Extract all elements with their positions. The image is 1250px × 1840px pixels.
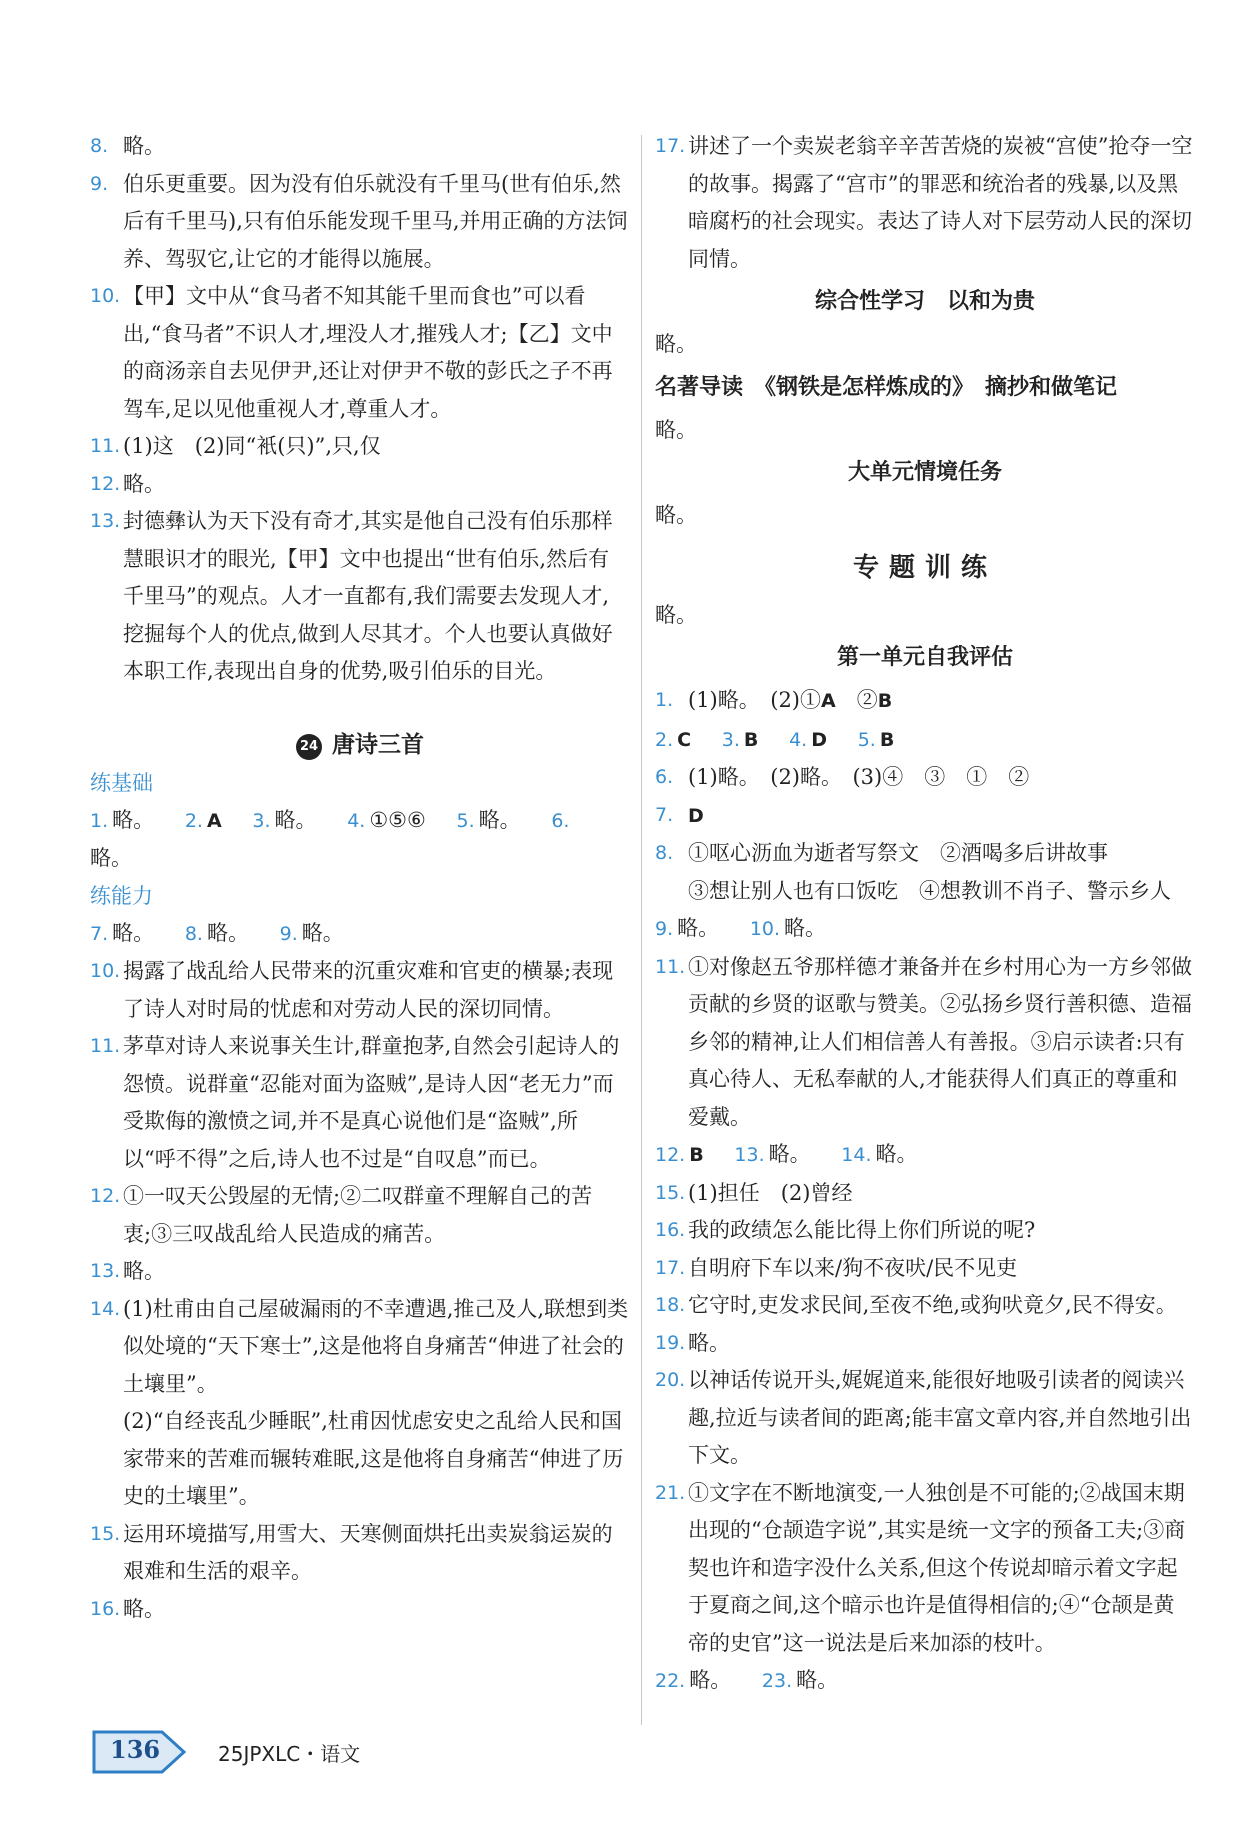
answer-item [90, 1253, 630, 1291]
answer-number: 9. [90, 172, 109, 195]
answer-number: 18. [655, 1294, 686, 1316]
answer-seg [185, 921, 249, 945]
answer-number: 20. [655, 1369, 686, 1391]
answer-number: 21. [655, 1481, 686, 1504]
answer-text: 略。 [796, 1668, 839, 1692]
answer-item [90, 503, 630, 691]
answer-text: (1)略。 (2)① [688, 688, 821, 712]
answer-number: 8. [90, 135, 109, 157]
answer-text: B [879, 728, 895, 751]
left-column [90, 128, 630, 1628]
answer-number: 13. [734, 1144, 765, 1166]
answer-number: 14. [90, 1297, 121, 1320]
lesson-heading [90, 725, 630, 765]
answer-text: 略。 [123, 134, 165, 158]
answer-text: 略。 [655, 332, 697, 356]
answer-text: ①⑤⑥ [369, 807, 426, 832]
answer-text: 略。 [688, 1330, 730, 1355]
answer-item [655, 1287, 1195, 1325]
answer-number: 19. [655, 1331, 686, 1354]
answer-seg [655, 1668, 731, 1692]
answer-number: 2. [655, 728, 674, 751]
answer-seg [750, 916, 826, 940]
answer-number: 3. [721, 728, 740, 751]
answer-text: 【甲】文中从“食马者不知其能千里而食也”可以看出,“食马者”不识人才,埋没人才,摧残人才;【乙】文中的商汤亲自去见伊尹,还让对伊尹不敬的彭氏之子不再驾车,足以见他重视人才,尊重人才。 [123, 284, 613, 421]
answer-seg [858, 727, 895, 751]
answer-number: 5. [857, 728, 876, 751]
answer-text: 略。 [301, 920, 344, 945]
heading-topic-training: 专题训练 [852, 552, 997, 583]
answer-text: ①一叹天公毁屋的无情;②二叹群童不理解自己的苦衷;③三叹战乱给人民造成的痛苦。 [123, 1184, 593, 1246]
answer-number: 10. [90, 285, 121, 307]
answer-text: 略。 [655, 503, 697, 527]
answer-text: ② [835, 688, 878, 712]
answer-item [655, 797, 1195, 836]
answer-number: 11. [90, 1035, 121, 1057]
answer-text: 略。 [784, 916, 827, 940]
answer-text: 略。 [90, 846, 132, 870]
answer-text: ①对像赵五爷那样德才兼备并在乡村用心为一方乡邻做贡献的乡贤的讴歌与赞美。②弘扬乡贤行善积德、造福乡邻的精神,让人们相信善人有善报。③启示读者:只有真心待人、无私奉献的人,才能获得人们真正的尊重和爱戴。 [688, 954, 1192, 1129]
answer-item [90, 1178, 630, 1253]
answer-text: 讲述了一个卖炭老翁辛辛苦苦烧的炭被“宫使”抢夺一空的故事。揭露了“宫市”的罪恶和统治者的残暴,以及黑暗腐朽的社会现实。表达了诗人对下层劳动人民的深切同情。 [688, 134, 1193, 271]
answer-number: 16. [655, 1219, 686, 1241]
lesson-title: 唐诗三首 [332, 731, 424, 758]
answer-text: A [821, 690, 836, 712]
answer-text: 以神话传说开头,娓娓道来,能很好地吸引读者的阅读兴趣,拉近与读者间的距离;能丰富文章内容,并自然地引出下文。 [688, 1368, 1192, 1467]
answer-text: 略。 [206, 920, 249, 945]
answer-number: 9. [279, 922, 298, 945]
answer-number: 1. [90, 809, 109, 832]
answer-text: D [688, 804, 704, 827]
answer-item [90, 166, 630, 279]
answer-seg [90, 921, 154, 945]
answer-number: 10. [749, 918, 781, 940]
answer-item [90, 428, 630, 466]
answer-text: 略。 [274, 807, 317, 832]
answer-item [90, 953, 630, 1028]
answer-item [655, 1250, 1195, 1288]
section-label-basic: 练基础 [90, 770, 153, 795]
answer-item [90, 1516, 630, 1591]
answer-item [90, 128, 630, 166]
answer-number: 6. [551, 809, 570, 832]
answer-text: 略。 [123, 471, 165, 496]
answer-text: 茅草对诗人来说事关生计,群童抱茅,自然会引起诗人的怨愤。说群童“忍能对面为盗贼”,是诗人因“老无力”而受欺侮的激愤之词,并不是真心说他们是“盗贼”,所以“呼不得”之后,诗人也不过是“自叹息”而已。 [123, 1034, 620, 1171]
answer-text: 略。 [655, 417, 697, 442]
answer-seg [280, 921, 344, 945]
answer-number: 4. [789, 728, 808, 751]
answer-text: ①呕心沥血为逝者写祭文 ②酒喝多后讲故事 [688, 841, 1108, 865]
answer-number: 11. [90, 435, 121, 457]
answer-text: D [811, 728, 828, 751]
answer-number: 23. [761, 1670, 793, 1692]
answer-item [90, 278, 630, 428]
answer-text: 封德彝认为天下没有奇才,其实是他自己没有伯乐那样慧眼识才的眼光,【甲】文中也提出“世有伯乐,然后有千里马”的观点。人才一直都有,我们需要去发现人才,挖掘每个人的优点,做到人尽其才。个人也要认真做好本职工作,表现出自身的优势,吸引伯乐的目光。 [123, 509, 613, 683]
answer-number: 14. [841, 1144, 872, 1166]
answer-text: 略。 [112, 807, 155, 832]
heading-unit-task: 大单元情境任务 [847, 460, 1002, 485]
answer-seg [347, 808, 426, 832]
answer-number: 15. [655, 1181, 686, 1204]
answer-text: B [877, 690, 893, 712]
page-number: 136 [110, 1735, 161, 1764]
answer-number: 13. [90, 510, 121, 532]
right-column [655, 128, 1195, 1701]
answer-row [90, 915, 630, 954]
answer-text: 略。 [123, 1596, 165, 1621]
answer-number: 12. [90, 1185, 121, 1207]
answer-text: 略。 [875, 1142, 918, 1166]
answer-number: 16. [90, 1597, 121, 1620]
answer-number: 5. [456, 809, 475, 832]
answer-item [655, 128, 1195, 278]
answer-text: (1)略。 (2)略。 (3)④ ③ ① ② [688, 765, 1030, 789]
answer-number: 12. [90, 472, 121, 495]
answer-text: (1)担任 (2)曾经 [688, 1180, 853, 1205]
answer-item [655, 835, 1195, 910]
answer-number: 11. [655, 955, 686, 978]
answer-seg [789, 727, 827, 751]
answer-row [90, 802, 630, 878]
answer-item [655, 759, 1195, 797]
answer-number: 17. [655, 135, 686, 157]
answer-text: ③想让别人也有口饭吃 ④想教训不肖子、警示乡人 [688, 878, 1171, 903]
section-label-ability: 练能力 [90, 883, 153, 908]
answers-bottom-list [90, 953, 630, 1628]
answer-number: 9. [655, 918, 674, 940]
answer-text: ①文字在不断地演变,一人独创是不可能的;②战国末期出现的“仓颉造字说”,其实是统一文字的预备工夫;③商契也许和造字没什么关系,但这个传说却暗示着文字起于夏商之间,这个暗示也许是值得相信的;④“仓颉是黄帝的史官”这一说法是后来加添的枝叶。 [688, 1480, 1186, 1655]
heading-comprehensive-study: 综合性学习 以和为贵 [814, 289, 1035, 314]
answer-text: 我的政绩怎么能比得上你们所说的呢? [688, 1218, 1036, 1242]
answer-seg [841, 1142, 917, 1166]
answer-item [655, 1475, 1195, 1663]
answer-text: C [677, 728, 692, 751]
answer-seg [90, 808, 154, 832]
answer-number: 12. [655, 1144, 686, 1166]
answer-text: (1)杜甫由自己屋破漏雨的不幸遭遇,推己及人,联想到类似处境的“天下寒士”,这是他将自身痛苦“伸进了社会的土壤里”。 [123, 1296, 629, 1396]
answer-text: A [206, 809, 222, 832]
answer-number: 15. [90, 1522, 121, 1545]
answers-top-list [90, 128, 630, 691]
answer-row [655, 721, 1195, 760]
answer-seg [185, 808, 222, 832]
answer-item [655, 1212, 1195, 1250]
answer-item [90, 1591, 630, 1629]
answer-text: 略。 [123, 1259, 165, 1283]
answer-number: 1. [655, 689, 674, 711]
answer-text: (2)“自经丧乱少睡眠”,杜甫因忧虑安史之乱给人民和国家带来的苦难而辗转难眠,这是他将自身痛苦“伸进了历史的土壤里”。 [123, 1409, 624, 1508]
book-code-label: 25JPXLC・语文 [218, 1742, 361, 1766]
answer-number: 8. [184, 922, 203, 945]
answer-seg [734, 1142, 810, 1166]
answer-text: 略。 [478, 807, 521, 832]
answers-right-list [655, 1175, 1195, 1663]
page-footer [88, 1728, 488, 1776]
answer-number: 17. [655, 1256, 686, 1279]
answer-number: 6. [655, 766, 674, 788]
answer-text: 略。 [677, 916, 720, 940]
heading-unit-self-assessment: 第一单元自我评估 [836, 645, 1013, 670]
answer-text: (1)这 (2)同“衹(只)”,只,仅 [123, 434, 381, 458]
answer-seg [762, 1668, 838, 1692]
column-divider [641, 135, 642, 1725]
answer-item [655, 1175, 1195, 1213]
answer-row [655, 910, 1195, 949]
answer-row [655, 1662, 1195, 1701]
answer-row [655, 1136, 1195, 1175]
answer-item [655, 1362, 1195, 1475]
answer-seg [655, 727, 691, 751]
answer-number: 3. [252, 809, 271, 832]
answer-item [655, 949, 1195, 1137]
answer-text: 略。 [112, 920, 155, 945]
answer-text: 略。 [655, 602, 697, 627]
answer-text: 揭露了战乱给人民带来的沉重灾难和官吏的横暴;表现了诗人对时局的忧虑和对劳动人民的深切同情。 [123, 959, 614, 1021]
answer-number: 2. [184, 809, 203, 832]
answer-number: 22. [655, 1670, 686, 1692]
answer-item [90, 1291, 630, 1516]
heading-classic-reading: 名著导读 《钢铁是怎样炼成的》 摘抄和做笔记 [655, 374, 1118, 400]
answer-seg [655, 1142, 704, 1166]
answer-number: 10. [90, 960, 121, 982]
answer-text: 自明府下车以来/狗不夜吠/民不见吏 [688, 1255, 1018, 1280]
answer-number: 7. [655, 803, 674, 826]
answer-number: 7. [90, 922, 109, 945]
answer-item [655, 1325, 1195, 1363]
answer-item [655, 682, 1195, 721]
answer-text: 略。 [768, 1142, 811, 1166]
answer-text: B [743, 728, 759, 751]
answer-seg [722, 727, 759, 751]
answer-text: B [689, 1144, 704, 1166]
answer-seg [252, 808, 316, 832]
answer-item [90, 466, 630, 504]
answer-number: 8. [655, 842, 674, 864]
answer-seg [655, 916, 719, 940]
answer-text: 伯乐更重要。因为没有伯乐就没有千里马(世有伯乐,然后有千里马),只有伯乐能发现千里马,并用正确的方法饲养、驾驭它,让它的才能得以施展。 [123, 171, 628, 271]
answer-item [90, 1028, 630, 1178]
answer-text: 它守时,吏发求民间,至夜不绝,或狗吠竟夕,民不得安。 [688, 1293, 1177, 1317]
answer-seg [457, 808, 521, 832]
answer-text: 略。 [689, 1668, 732, 1692]
lesson-number-badge: 24 [296, 734, 322, 760]
answer-text: 运用环境描写,用雪大、天寒侧面烘托出卖炭翁运炭的艰难和生活的艰辛。 [123, 1521, 613, 1583]
answer-number: 4. [347, 809, 366, 832]
answer-number: 13. [90, 1260, 121, 1282]
